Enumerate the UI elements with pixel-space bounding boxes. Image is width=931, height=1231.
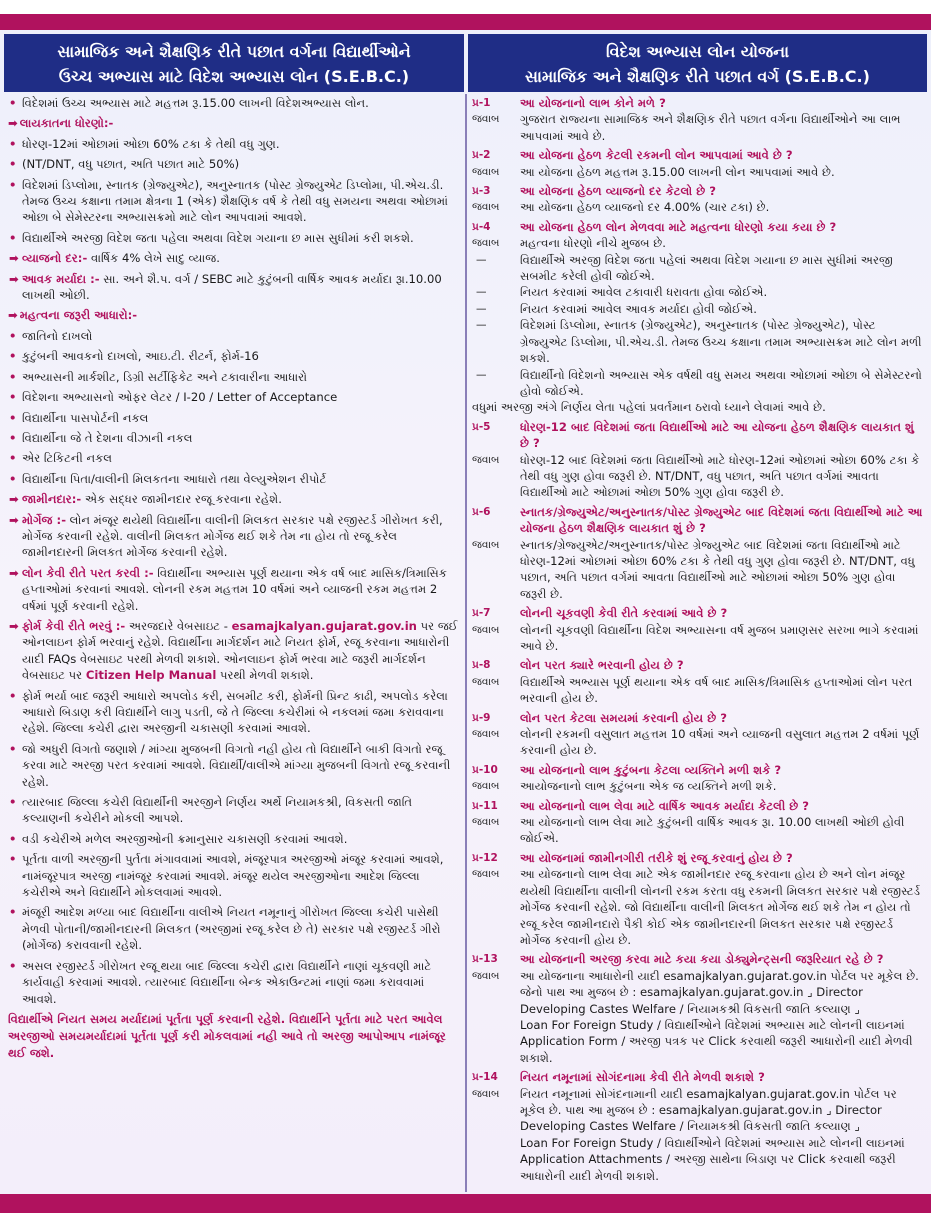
answer-text: લોનની ચૂકવણી વિદ્યાર્થીના વિદેશ અભ્યાસના વર્ષ મુજબ પ્રમાણસર સરખા ભાગે કરવામાં આવે છે. (520, 622, 919, 653)
bullet-icon: • (9, 451, 17, 466)
citizen-help-manual-link[interactable]: Citizen Help Manual (85, 668, 217, 683)
answer-text: આ યોજના હેઠળ મહત્તમ રૂ.15.00 લાખની લોન આપવામાં આવે છે. (520, 164, 835, 179)
faq-item-8 (472, 657, 924, 706)
document-item: • એર ટિકિટની નકલ (9, 451, 113, 466)
faq-item-14 (472, 1069, 924, 1184)
process-item: • મંજૂરી આદેશ મળ્યા બાદ વિદ્યાર્થીના વાલીએ નિયત નમૂનાનું ગીરોખત જિલ્લા કચેરી પાસેથી મેળવી પોતાની/જામીનદારની મિલકત (અરજીમાં રજૂ કરેલ છે તે) સરકાર પક્ષે રજીસ્ટર્ડ ગીરો (મોર્ગેજ) કરાવવાની રહેશે. (9, 905, 441, 953)
faq-item-2 (472, 147, 924, 180)
answer-text: નિયત નમૂનામાં સોગંદનામાની યાદી esamajkalyan.gujarat.gov.in પોર્ટલ પર મૂકેલ છે. પાથ આ મુજબ છે : esamajkalyan.gujarat.gov.in ⌟ Director Developing Castes Welfare / નિયામકશ્રી વિકસતી જાતિ કલ્યાણ ⌟ (520, 1086, 897, 1134)
left-title-line2: ઉચ્ચ અભ્યાસ માટે વિદેશ અભ્યાસ લોન (S.E.B.C.) (58, 67, 410, 86)
process-item: • પૂર્તતા વાળી અરજીની પુર્તતા મંગાવવામાં આવશે, મંજૂરપાત્ર અરજીઓ મંજૂર કરવામાં આવશે, નામંજૂરપાત્ર અરજી નામંજૂર કરવામાં આવશે. મંજૂર થયેલ અરજીઓના આદેશ જિલ્લા કચેરીએ અને વિદ્યાર્થીને મોકલવામાં આવશે. (9, 852, 444, 900)
question-text: આ યોજનાનો લાભ કુટુંબના કેટલા વ્યક્તિને મળી શકે ? (520, 762, 782, 777)
criteria-text: નિયત કરવામાં આવેલ આવક મર્યાદા હોવી જોઈએ. (520, 301, 757, 316)
document-item: • વિદેશના અભ્યાસનો ઓફર લેટર / I-20 / Letter of Acceptance (9, 390, 338, 405)
answer-text: આ યોજનાનો લાભ લેવા માટે કુટુંબની વાર્ષિક આવક રૂા. 10.00 લાખથી ઓછી હોવી જોઈએ. (520, 815, 905, 846)
question-number: પ્ર-13 (472, 953, 498, 966)
top-accent-band (0, 14, 931, 30)
bullet-icon: • (9, 230, 17, 245)
list-item: • વિદ્યાર્થીએ અરજી વિદેશ જતા પહેલા અથવા વિદેશ ગયાના છ માસ સુધીમાં કરી શકશે. (9, 230, 414, 245)
question-number: પ્ર-7 (472, 607, 491, 620)
list-item (8, 95, 460, 111)
question-text: લોનની ચૂકવણી કેવી રીતે કરવામાં આવે છે ? (520, 606, 728, 621)
answer-label: જવાબ (472, 453, 500, 466)
answer-text: સ્નાતક/ગ્રેજ્યુએટ/અનુસ્નાતક/પોસ્ટ ગ્રેજ્યુએટ બાદ વિદેશમાં જતા વિદ્યાર્થીઓ માટે ધોરણ-12માં ઓછામાં ઓછા 60% ટકા કે તેથી વધુ ગુણ હોવા જરૂરી છે. NT/DNT, વધુ પછાત, અતિ પછાત વર્ગમાં આવતા વિદ્યાર્થીઓ માટે ઓછામાં ઓછા 50% ગુણ હોવા જરૂરી છે. (520, 537, 915, 601)
question-number: પ્ર-5 (472, 420, 491, 433)
document-item: • જાતિનો દાખલો (9, 328, 93, 343)
question-text: નિયત નમૂનામાં સોગંદનામા કેવી રીતે મેળવી શકાશે ? (520, 1070, 765, 1085)
bullet-icon: • (9, 349, 17, 364)
answer-label: જવાબ (472, 538, 500, 551)
bullet-icon: • (9, 369, 17, 384)
dash-marker: — (476, 286, 487, 299)
section-heading-documents: ➡ મહત્વના જરૂરી આધારો:- (8, 308, 138, 323)
answer-label: જવાબ (472, 623, 500, 636)
bullet-icon: • (9, 328, 17, 343)
arrow-icon: ➡ (9, 492, 19, 507)
answer-text: ગુજરાત રાજ્યના સામાજિક અને શૈક્ષણિક રીતે પછાત વર્ગના વિદ્યાર્થીઓને આ લાભ આપવામાં આવે છે. (520, 112, 901, 143)
answer-text: આયોજનાનો લાભ કુટુંબના એક જ વ્યક્તિને મળી શકે. (520, 779, 777, 794)
dash-marker: — (476, 319, 487, 332)
answer-text: આ યોજના હેઠળ વ્યાજનો દર 4.00% (ચાર ટકા) છે. (520, 200, 770, 215)
answer-label: જવાબ (472, 728, 500, 741)
bullet-icon: • (9, 958, 17, 973)
right-column-faq (472, 95, 924, 1187)
faq-item-11 (472, 798, 924, 847)
answer-label: જવાબ (472, 237, 500, 250)
question-text: લોન પરત ક્યારે ભરવાની હોય છે ? (520, 658, 684, 673)
dash-marker: — (476, 253, 487, 266)
answer-text: લોનની રકમની વસુલાત મહત્તમ 10 વર્ષમાં અને વ્યાજની વસુલાત મહત્તમ 2 વર્ષમાં પૂર્ણ કરવાની હોય છે. (520, 727, 920, 758)
criteria-text: વિદ્યાર્થીએ અરજી વિદેશ જતા પહેલાં અથવા વિદેશ ગયાના છ માસ સુધીમાં અરજી સબમીટ કરેલી હોવી જોઈએ. (520, 252, 893, 284)
question-number: પ્ર-9 (472, 711, 491, 724)
faq-item-1 (472, 95, 924, 144)
faq-item-10 (472, 762, 924, 795)
faq-item-12 (472, 850, 924, 948)
section-heading-eligibility: ➡ લાયકાતના ધોરણો:- (8, 116, 114, 131)
document-item: • વિદ્યાર્થીના જે તે દેશના વીઝાની નકલ (9, 430, 193, 445)
right-column-header (468, 34, 927, 92)
arrow-icon: ➡ (9, 512, 19, 527)
question-number: પ્ર-14 (472, 1071, 498, 1084)
question-text: આ યોજનાનો લાભ કોને મળે ? (520, 96, 666, 110)
answer-label: જવાબ (472, 969, 500, 982)
document-item: • વિદ્યાર્થીના પાસપોર્ટની નકલ (9, 410, 149, 425)
answer-label: જવાબ (472, 780, 500, 793)
form-filling-item: ➡ ફોર્મ કેવી રીતે ભરવું :- અરજદારે વેબસાઇટ - esamajkalyan.gujarat.gov.in પર જઈ ઓનલાઇન ફોર્મ ભરવાનું રહેશે. વિદ્યાર્થીના માર્ગદર્શન માટે નિયત ફોર્મ, રજૂ કરવાના આધારોની યાદી FAQs વેબસાઇટ પરથી મેળવી શકાશે. ઓનલાઇન ફોર્મ ભરવા માટે જરૂરી માર્ગદર્શન વેબસાઇટ પર Citizen Help Manual પરથી મેળવી શકાશે. (9, 618, 458, 683)
bullet-icon: • (9, 430, 17, 445)
answer-text: મહત્વના ધોરણો નીચે મુજબ છે. (520, 236, 666, 251)
closing-note: વિદ્યાર્થીએ નિયત સમય મર્યાદામાં પૂર્તતા પૂર્ણ કરવાની રહેશે. વિદ્યાર્થીને પૂર્તતા માટે પરત આવેલ અરજીઓ સમયમર્યાદામાં પૂર્તતા પૂર્ણ કરી મોકલવામાં નહી આવે તો અરજી આપોઆપ નામંજૂર થઈ જશે. (8, 1011, 446, 1060)
answer-label: જવાબ (472, 816, 500, 829)
bullet-icon: • (9, 157, 17, 172)
question-text: આ યોજના હેઠળ વ્યાજનો દર કેટલો છે ? (520, 184, 716, 199)
bullet-icon: • (9, 390, 17, 405)
arrow-icon: ➡ (9, 618, 19, 633)
question-text: આ યોજનાનો લાભ લેવા માટે વાર્ષિક આવક મર્યાદા કેટલી છે ? (520, 798, 810, 813)
answer-text: વિદ્યાર્થીએ અભ્યાસ પૂર્ણ થયાના એક વર્ષ બાદ માસિક/ત્રિમાસિક હપ્તાઓમાં લોન પરત ભરવાની હોય છે. (520, 674, 913, 706)
bullet-icon: • (9, 136, 17, 151)
criteria-text: નિયત કરવામાં આવેલ ટકાવારી ધરાવતા હોવા જોઈએ. (520, 285, 768, 300)
faq-item-7 (472, 605, 924, 654)
question-number: પ્ર-3 (472, 185, 491, 198)
process-item: • ફોર્મ ભર્યા બાદ જરૂરી આધારો અપલોડ કરી, સબમીટ કરી, ફોર્મની પ્રિન્ટ કાઢી, અપલોડ કરેલા આધારો બિડાણ કરી વિદ્યાર્થીને લાગુ પડતી, જે તે જિલ્લા કચેરીમાં બે નકલમાં જમા કરાવવાના રહેશે. જિલ્લા કચેરી દ્વારા અરજીની ચકાસણી કરવામાં આવશે. (9, 688, 448, 736)
right-title-line1: વિદેશ અભ્યાસ લોન યોજના (606, 42, 789, 61)
faq-item-6 (472, 504, 924, 602)
guarantor-item: ➡ જામીનદાર:- એક સદ્ધર જામીનદાર રજૂ કરવાના રહેશે. (9, 492, 282, 507)
answer-label: જવાબ (472, 201, 500, 214)
answer-label: જવાબ (472, 165, 500, 178)
bullet-icon: • (9, 905, 17, 920)
criteria-text: વિદ્યાર્થીનો વિદેશનો અભ્યાસ એક વર્ષથી વધુ સમય અથવા ઓછામાં ઓછા બે સેમેસ્ટરનો હોવો જોઈએ. (520, 367, 922, 398)
bullet-icon: • (9, 831, 17, 846)
left-column (8, 95, 460, 1062)
dash-marker: — (476, 302, 487, 315)
income-limit-item: ➡ આવક મર્યાદા :- સા. અને શૈ.પ. વર્ગ / SEBC માટે કુટુંબની વાર્ષિક આવક મર્યાદા રૂા.10.00 લાખથી ઓછી. (9, 271, 442, 303)
document-item: • અભ્યાસની માર્કશીટ, ડિગ્રી સર્ટીફિકેટ અને ટકાવારીના આધારો (9, 369, 308, 384)
answer-text: આ યોજનાના આધારોની યાદી esamajkalyan.gujarat.gov.in પોર્ટલ પર મૂકેલ છે. જેનો પાથ આ મુજબ છે : esamajkalyan.gujarat.gov.in ⌟ Director Developing Castes Welfare / નિયામકશ્રી વિકસતી જાતિ કલ્યાણ ⌟ (520, 968, 919, 1016)
question-text: આ યોજના હેઠળ કેટલી રકમની લોન આપવામાં આવે છે ? (520, 148, 793, 163)
website-link[interactable]: esamajkalyan.gujarat.gov.in (231, 618, 417, 633)
answer-text: ધોરણ-12 બાદ વિદેશમાં જતા વિદ્યાર્થીઓ માટે ધોરણ-12માં ઓછામાં ઓછા 60% ટકા કે તેથી વધુ ગુણ હોવા જરૂરી છે. NT/DNT, વધુ પછાત, અતિ પછાત વર્ગમાં આવતા વિદ્યાર્થીઓ માટે ઓછામાં ઓછા 50% ગુણ હોવા જરૂરી છે. (520, 452, 920, 500)
arrow-icon: ➡ (8, 308, 18, 323)
mortgage-item: ➡ મોર્ગેજ :- લોન મંજૂર થયેથી વિદ્યાર્થીના વાલીની મિલકત સરકાર પક્ષે રજીસ્ટર્ડ ગીરોખત કરી, મોર્ગેજ કરવાની રહેશે. વાલીની મિલકત મોર્ગેજ થઈ શકે તેમ ના હોય તો રજૂ કરેલ જામીનદારની મિલકત મોર્ગેજ કરવાની રહેશે. (9, 512, 443, 560)
question-text: આ યોજનાની અરજી કરવા માટે કયા કયા ડોક્યુમેન્ટ્સની જરૂરિયાત રહે છે ? (520, 952, 884, 967)
faq-item-9 (472, 710, 924, 759)
question-text: આ યોજના હેઠળ લોન મેળવવા માટે મહત્વના ધોરણો કયા કયા છે ? (520, 219, 837, 234)
arrow-icon: ➡ (9, 251, 19, 266)
faq-item-5 (472, 419, 924, 501)
criteria-text: વિદેશમાં ડિપ્લોમા, સ્નાતક (ગ્રેજ્યુએટ), અનુસ્નાતક (પોસ્ટ ગ્રેજ્યુએટ), પોસ્ટ ગ્રેજ્યુએટ ડિપ્લોમા, પી.એચ.ડી. તેમજ ઉચ્ચ કક્ષાના તમામ અભ્યાસક્રમ માટે લોન મળી શકશે. (520, 318, 922, 366)
loan-amount-text: વિદેશમાં ઉચ્ચ અભ્યાસ માટે મહત્તમ રૂ.15.00 લાખની વિદેશઅભ્યાસ લોન. (22, 96, 369, 110)
bullet-icon: • (9, 177, 17, 192)
process-item: • અસલ રજીસ્ટર્ડ ગીરોખત રજૂ થયા બાદ જિલ્લા કચેરી દ્વારા વિદ્યાર્થીને નાણાં ચૂકવણી માટે કાર્યવાહી કરવામાં આવશે. ત્યારબાદ વિદ્યાર્થીના બેન્ક એકાઉન્ટમાં નાણાં જમા કરાવવામાં આવશે. (9, 958, 432, 1006)
top-margin (0, 0, 931, 14)
process-item: • ત્યારબાદ જિલ્લા કચેરી વિદ્યાર્થીની અરજીને નિર્ણય અર્થે નિયામકશ્રી, વિકસતી જાતિ કલ્યાણની કચેરીને મોકલી આપશે. (9, 795, 413, 826)
question-number: પ્ર-6 (472, 505, 491, 518)
repayment-item: ➡ લોન કેવી રીતે પરત કરવી :- વિદ્યાર્થીના અભ્યાસ પૂર્ણ થયાના એક વર્ષ બાદ માસિક/ત્રિમાસિક હપ્તાઓમાં કરવાનાં આવશે. લોનની રકમ મહત્તમ 10 વર્ષમાં અને વ્યાજની રકમ મહત્તમ 2 વર્ષમાં પૂર્ણ કરવાની રહેશે. (9, 565, 447, 613)
question-number: પ્ર-1 (472, 97, 491, 109)
faq-item-4 (472, 219, 924, 416)
answer-text-continued: Loan For Foreign Study / વિદ્યાર્થીઓને વિદેશમાં અભ્યાસ માટે લોનની લાઇનમાં Application Form / અરજી પત્રક પર Click કરવાથી જરૂરી આધારોની યાદી મેળવી શકાશે. (520, 1017, 913, 1065)
answer-text: આ યોજનાનો લાભ લેવા માટે એક જામીનદાર રજૂ કરવાના હોય છે અને લોન મંજૂર થયેથી વિદ્યાર્થીના વાલીની લોનની રકમ કરતા વધુ રકમની મિલકત સરકાર પક્ષે રજીસ્ટર્ડ મોર્ગેજ કરવાની રહેશે. જો વિદ્યાર્થીના વાલીની મિલકત મોર્ગેજ થઈ શકે તેમ ન હોય તો રજૂ કરેલ જામીનદારો પૈકી કોઈ એક જામીનદારની મિલકત સરકાર પક્ષે રજીસ્ટર્ડ મોર્ગેજ કરવાની હોય છે. (520, 867, 921, 947)
faq-item-13 (472, 951, 924, 1066)
bullet-icon: • (9, 410, 17, 425)
left-column-header (4, 34, 464, 92)
list-item: • વિદેશમાં ડિપ્લોમા, સ્નાતક (ગ્રેજ્યુએટ), અનુસ્નાતક (પોસ્ટ ગ્રેજ્યુએટ ડિપ્લોમા, પી.એચ.ડી. તેમજ ઉચ્ચ કક્ષાના તમામ ક્ષેત્રના 1 (એક) શૈક્ષણિક વર્ષ કે તેથી વધુ સમયના અથવા ઓછામાં ઓછા બે સેમેસ્ટરના અભ્યાસક્રમો માટે લોન આપવામાં આવશે. (9, 177, 448, 225)
question-text: સ્નાતક/ગ્રેજ્યુએટ/અનુસ્નાતક/પોસ્ટ ગ્રેજ્યુએટ બાદ વિદેશમાં જતા વિદ્યાર્થીઓ માટે આ યોજના હેઠળ શૈક્ષણિક લાયકાત શું છે ? (520, 504, 923, 536)
question-number: પ્ર-12 (472, 851, 498, 864)
answer-text-continued: Loan For Foreign Study / વિદ્યાર્થીઓને વિદેશમાં અભ્યાસ માટે લોનની લાઇનમાં Application Attachments / અરજી સાથેના બિડાણ પર Click કરવાથી જરૂરી આધારોની યાદી મેળવી શકાશે. (520, 1135, 905, 1183)
bullet-icon: • (9, 795, 17, 810)
document-item: • કુટુંબની આવકનો દાખલો, આઇ.ટી. રીટર્ન, ફોર્મ-16 (9, 349, 259, 364)
bullet-icon: • (9, 852, 17, 867)
question-text: ધોરણ-12 બાદ વિદેશમાં જતા વિદ્યાર્થીઓ માટે આ યોજના હેઠળ શૈક્ષણિક લાયકાત શું છે ? (520, 419, 914, 451)
answer-label: જવાબ (472, 868, 500, 881)
bullet-icon: • (9, 96, 17, 110)
bullet-icon: • (9, 471, 17, 486)
question-text: આ યોજનામાં જામીનગીરી તરીકે શું રજૂ કરવાનું હોય છે ? (520, 850, 793, 865)
question-number: પ્ર-11 (472, 799, 498, 812)
column-divider (465, 94, 467, 1192)
faq-item-3 (472, 183, 924, 216)
arrow-icon: ➡ (8, 116, 18, 131)
question-number: પ્ર-8 (472, 659, 491, 672)
list-item: • (NT/DNT, વધુ પછાત, અતિ પછાત માટે 50%) (9, 157, 240, 172)
bullet-icon: • (9, 741, 17, 756)
question-number: પ્ર-2 (472, 149, 491, 162)
interest-rate-item: ➡ વ્યાજનો દર:- વાર્ષિક 4% લેખે સાદુ વ્યાજ. (9, 251, 220, 266)
arrow-icon: ➡ (9, 565, 19, 580)
process-item: • જો અધુરી વિગતો જણાશે / માંગ્યા મુજબની વિગતો નહી હોય તો વિદ્યાર્થીને બાકી વિગતો રજૂ કરવા માટે અરજી પરત કરવામાં આવશે. વિદ્યાર્થી/વાલીએ માંગ્યા મુજબની વિગતો રજૂ કરવાની રહેશે. (9, 741, 451, 789)
document-item: • વિદ્યાર્થીના પિતા/વાલીની મિલકતના આધારો તથા વેલ્યુએશન રીપોર્ટ (9, 471, 327, 486)
list-item: • ધોરણ-12માં ઓછામાં ઓછા 60% ટકા કે તેથી વધુ ગુણ. (9, 136, 280, 151)
right-title-line2: સામાજિક અને શૈક્ષણિક રીતે પછાત વર્ગ (S.E.B.C.) (525, 67, 870, 86)
bottom-accent-band (0, 1194, 931, 1213)
question-number: પ્ર-10 (472, 763, 498, 776)
answer-label: જવાબ (472, 675, 500, 688)
answer-label: જવાબ (472, 1087, 500, 1100)
arrow-icon: ➡ (9, 271, 19, 286)
bullet-icon: • (9, 688, 17, 703)
question-text: લોન પરત કેટલા સમયમાં કરવાની હોય છે ? (520, 710, 727, 725)
note-text: વધુમાં અરજી અંગે નિર્ણય લેતા પહેલાં પ્રવર્તમાન ઠરાવો ધ્યાને લેવામાં આવે છે. (472, 400, 826, 415)
answer-label: જવાબ (472, 113, 500, 126)
left-title-line1: સામાજિક અને શૈક્ષણિક રીતે પછાત વર્ગના વિદ્યાર્થીઓને (57, 42, 411, 61)
process-item: • વડી કચેરીએ મળેલ અરજીઓની ક્રમાનુસાર ચકાસણી કરવામાં આવશે. (9, 831, 348, 846)
dash-marker: — (476, 368, 487, 381)
question-number: પ્ર-4 (472, 220, 491, 233)
